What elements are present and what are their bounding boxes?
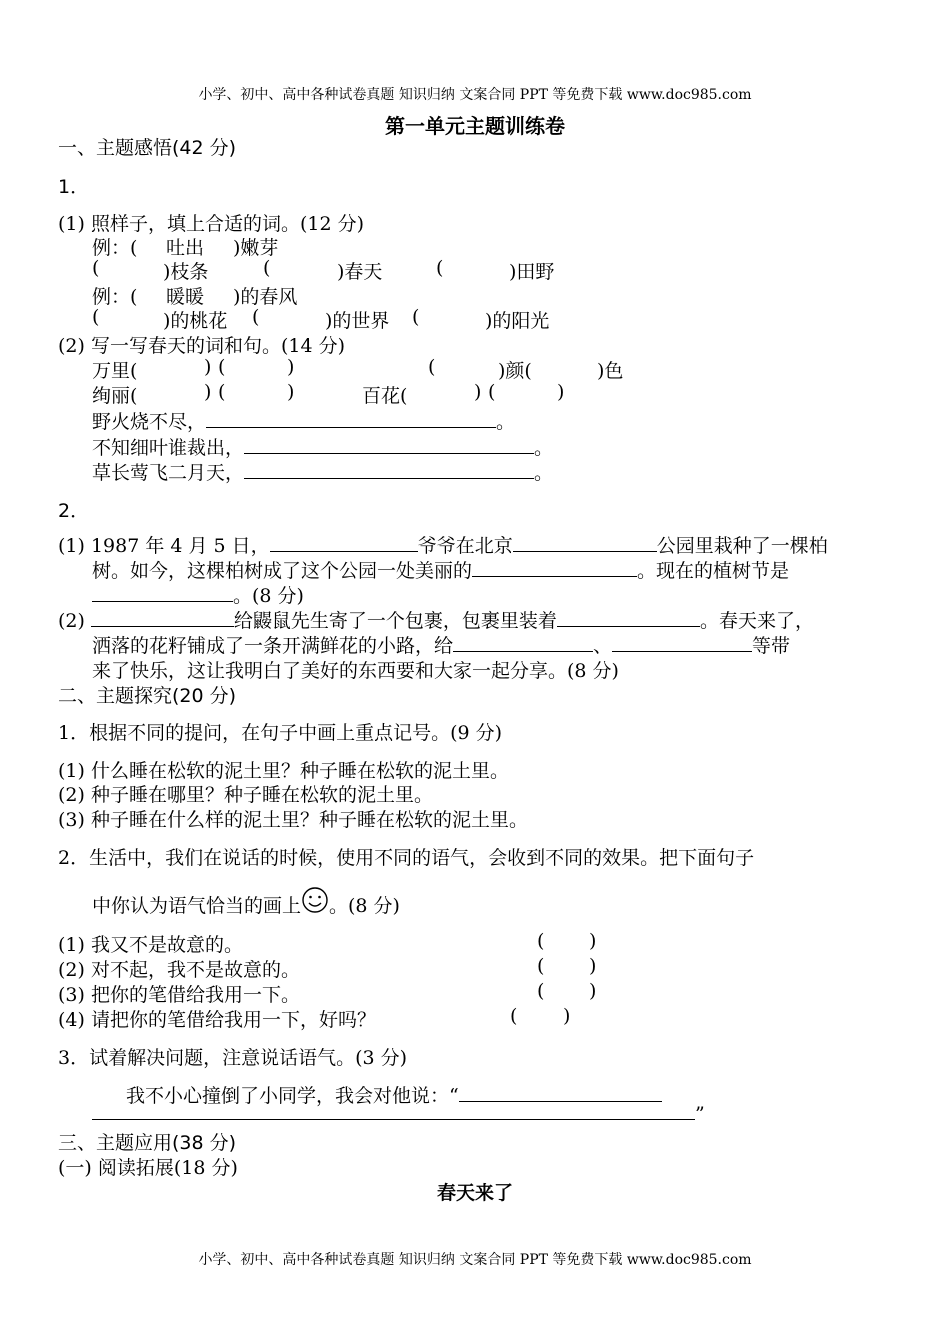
q2-part1-line2: [92, 556, 789, 583]
answer-blank[interactable]: [453, 633, 593, 652]
q2-2-text-f: 等带: [752, 635, 791, 657]
s2-q2-text: 中你认为语气恰当的画上: [92, 895, 302, 917]
s2-q2-item4: (4) 请把你的笔借给我用一下，好吗？: [58, 1009, 376, 1031]
s2-q2-score: 。(8 分): [329, 895, 400, 917]
s2-q3-prompt: 我不小心撞倒了小同学，我会对他说：“: [126, 1085, 459, 1107]
q1-number: 1．: [58, 176, 90, 198]
q2-part1-line1: [58, 531, 828, 558]
poem-line3: [92, 458, 553, 485]
s2-q2-line2: [92, 886, 400, 918]
paren-close: ): [589, 930, 597, 952]
answer-blank[interactable]: [472, 558, 637, 577]
example1-word: 吐出: [166, 237, 205, 259]
paren-open: (: [428, 356, 436, 378]
row2-item1: )的桃花: [163, 310, 228, 332]
paren-open: (: [510, 1005, 518, 1027]
answer-blank[interactable]: [513, 533, 657, 552]
q2-2-text-d: 洒落的花籽铺成了一条开满鲜花的小路，给: [92, 635, 454, 657]
paren-open: (: [263, 257, 271, 279]
s3-subheading: (一) 阅读拓展(18 分): [58, 1157, 238, 1179]
poem-line2: [92, 433, 553, 460]
page-footer: 小学、初中、高中各种试卷真题 知识归纳 文案合同 PPT 等免费下载 www.doc985.com: [198, 1252, 752, 1268]
close-quote: ”: [695, 1103, 705, 1125]
paren-open: (: [412, 306, 420, 328]
paren-close: ): [557, 381, 565, 403]
paren-open: (: [436, 257, 444, 279]
paren-close: ): [287, 356, 295, 378]
paren-open: (: [537, 955, 545, 977]
poem-line1-text: 野火烧不尽，: [92, 411, 207, 433]
section2-heading: 二、主题探究(20 分): [58, 685, 237, 707]
answer-blank[interactable]: [92, 1101, 695, 1120]
paren-open: (: [92, 306, 100, 328]
reading-title: 春天来了: [436, 1182, 513, 1204]
q2-1-text-a: (1) 1987 年 4 月 5 日，: [58, 535, 270, 557]
q2-part2-line1: [58, 606, 814, 633]
page-header: 小学、初中、高中各种试卷真题 知识归纳 文案合同 PPT 等免费下载 www.doc985.com: [198, 87, 752, 103]
q2-1-text-f: 。(8 分): [233, 585, 304, 607]
q2-number: 2．: [58, 500, 90, 522]
s2-q1-item3: (3) 种子睡在什么样的泥土里？种子睡在松软的泥土里。: [58, 809, 528, 831]
q2-2-text-c: 。春天来了，: [699, 610, 814, 632]
period: 。: [496, 411, 516, 433]
s2-q2-item3: (3) 把你的笔借给我用一下。: [58, 984, 300, 1006]
paren-open: (: [488, 381, 496, 403]
answer-blank[interactable]: [92, 583, 233, 602]
answer-blank[interactable]: [244, 435, 534, 454]
answer-blank[interactable]: [557, 608, 700, 627]
answer-blank[interactable]: [244, 460, 534, 479]
example1-close: )嫩芽: [233, 237, 279, 259]
q2-1-text-b: 爷爷在北京: [417, 535, 513, 557]
word-xuanli: 绚丽(: [92, 385, 138, 407]
paren-open: (: [252, 306, 260, 328]
q2-1-text-d: 树。如今，这棵柏树成了这个公园一处美丽的: [92, 560, 473, 582]
period: 。: [534, 462, 554, 484]
paren-close: ): [589, 955, 597, 977]
answer-blank[interactable]: [91, 608, 234, 627]
word-yan: )颜(: [498, 360, 532, 382]
word-baihua: 百花(: [362, 385, 408, 407]
q2-part1-line3: [92, 581, 304, 608]
answer-blank[interactable]: [270, 533, 418, 552]
paren-close: ): [204, 381, 212, 403]
s2-q1: 1．根据不同的提问，在句子中画上重点记号。(9 分): [58, 722, 503, 744]
q2-2-text-e: 、: [593, 635, 613, 657]
row1-item2: )春天: [337, 261, 383, 283]
q2-part2-line2: [92, 631, 790, 658]
answer-blank[interactable]: [612, 633, 752, 652]
paren-open: (: [537, 980, 545, 1002]
paren-close: ): [474, 381, 482, 403]
paren-close: ): [204, 356, 212, 378]
q2-1-text-c: 公园里栽种了一棵柏: [656, 535, 828, 557]
section3-heading: 三、主题应用(38 分): [58, 1132, 237, 1154]
q1-part2-label: (2) 写一写春天的词和句。(14 分): [58, 335, 345, 357]
row2-item3: )的阳光: [485, 310, 550, 332]
poem-line2-text: 不知细叶谁裁出，: [92, 437, 245, 459]
paren-open: (: [218, 356, 226, 378]
s2-q1-item2: (2) 种子睡在哪里？种子睡在松软的泥土里。: [58, 784, 433, 806]
row1-item1: )枝条: [163, 261, 209, 283]
example2-open: 例：(: [92, 286, 138, 308]
example2-word: 暖暖: [166, 286, 205, 308]
word-se: )色: [597, 360, 624, 382]
section1-heading: 一、主题感悟(42 分): [58, 137, 237, 159]
smiley-icon: [301, 886, 329, 916]
q2-2-label: (2): [58, 610, 85, 632]
row2-item2: )的世界: [325, 310, 390, 332]
s2-q1-item1: (1) 什么睡在松软的泥土里？种子睡在松软的泥土里。: [58, 760, 509, 782]
s2-q2-line1: 2．生活中，我们在说话的时候，使用不同的语气，会收到不同的效果。把下面句子: [58, 847, 755, 869]
s2-q3-line2: [92, 1101, 705, 1125]
s2-q2-item1: (1) 我又不是故意的。: [58, 934, 243, 956]
row1-item3: )田野: [509, 261, 555, 283]
q2-part2-line3: 来了快乐，这让我明白了美好的东西要和大家一起分享。(8 分): [92, 660, 619, 682]
paren-close: ): [563, 1005, 571, 1027]
paren-close: ): [589, 980, 597, 1002]
paren-close: ): [287, 381, 295, 403]
example2-close: )的春风: [233, 286, 298, 308]
word-wanli: 万里(: [92, 360, 138, 382]
answer-blank[interactable]: [206, 409, 496, 428]
period: 。: [534, 437, 554, 459]
s2-q3: 3．试着解决问题，注意说话语气。(3 分): [58, 1047, 408, 1069]
page-title: 第一单元主题训练卷: [385, 114, 565, 138]
paren-open: (: [537, 930, 545, 952]
q2-1-text-e: 。现在的植树节是: [637, 560, 790, 582]
paren-open: (: [92, 257, 100, 279]
s2-q2-item2: (2) 对不起，我不是故意的。: [58, 959, 300, 981]
poem-line1: [92, 407, 515, 434]
poem-line3-text: 草长莺飞二月天，: [92, 462, 245, 484]
q2-2-text-b: 给鼹鼠先生寄了一个包裹，包裹里装着: [233, 610, 557, 632]
example1-open: 例：(: [92, 237, 138, 259]
paren-open: (: [218, 381, 226, 403]
answer-blank[interactable]: [459, 1083, 662, 1102]
q1-part1-label: (1) 照样子，填上合适的词。(12 分): [58, 213, 364, 235]
